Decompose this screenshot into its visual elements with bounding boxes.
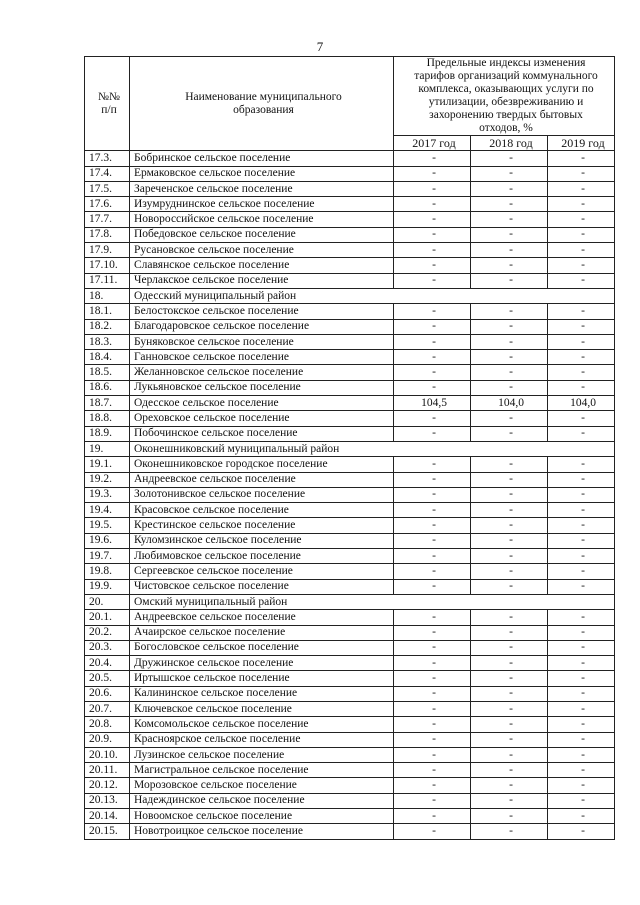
row-number-cell: 18.9. [85, 426, 130, 441]
row-number-cell: 17.10. [85, 258, 130, 273]
settlement-name-cell: Новороссийское сельское поселение [130, 212, 394, 227]
row-number-cell: 20.7. [85, 701, 130, 716]
row-number-cell: 20.12. [85, 778, 130, 793]
value-cell-2018: - [471, 472, 548, 487]
settlement-name-cell: Буняковское сельское поселение [130, 334, 394, 349]
value-cell-2018: - [471, 243, 548, 258]
value-cell-2017: - [394, 533, 471, 548]
row-number-cell: 18.6. [85, 380, 130, 395]
value-cell-2019: - [548, 732, 615, 747]
row-number-cell: 17.9. [85, 243, 130, 258]
row-number-cell: 20.14. [85, 809, 130, 824]
value-cell-2017: - [394, 503, 471, 518]
settlement-name-cell: Ермаковское сельское поселение [130, 166, 394, 181]
value-cell-2019: - [548, 640, 615, 655]
year-header-2018: 2018 год [471, 136, 548, 151]
value-cell-2017: - [394, 717, 471, 732]
value-cell-2019: - [548, 380, 615, 395]
value-cell-2019: - [548, 197, 615, 212]
value-cell-2018: - [471, 625, 548, 640]
value-cell-2019: - [548, 243, 615, 258]
value-cell-2019: - [548, 701, 615, 716]
settlement-name-cell: Золотонивское сельское поселение [130, 487, 394, 502]
row-number-cell: 17.7. [85, 212, 130, 227]
value-cell-2017: - [394, 273, 471, 288]
settlement-name-cell: Красовское сельское поселение [130, 503, 394, 518]
row-number-cell: 19.1. [85, 457, 130, 472]
value-cell-2018: - [471, 533, 548, 548]
table-row [85, 671, 615, 686]
value-cell-2019: - [548, 610, 615, 625]
table-row [85, 197, 615, 212]
settlement-name-cell: Желанновское сельское поселение [130, 365, 394, 380]
row-number-cell: 17.4. [85, 166, 130, 181]
value-cell-2019: 104,0 [548, 396, 615, 411]
index-header-line: комплекса, оказывающих услуги по [418, 83, 594, 95]
row-number-cell: 19.6. [85, 533, 130, 548]
value-cell-2019: - [548, 778, 615, 793]
value-cell-2018: - [471, 640, 548, 655]
row-number-cell: 20.1. [85, 610, 130, 625]
table-section-row [85, 594, 615, 609]
table-section-row [85, 288, 615, 303]
row-number-cell: 19.2. [85, 472, 130, 487]
row-number-cell: 19.7. [85, 549, 130, 564]
table-row [85, 426, 615, 441]
value-cell-2018: - [471, 809, 548, 824]
row-number-cell: 20. [85, 594, 130, 609]
table-row [85, 273, 615, 288]
value-cell-2018: - [471, 273, 548, 288]
settlement-name-cell: Русановское сельское поселение [130, 243, 394, 258]
row-number-cell: 17.3. [85, 151, 130, 166]
value-cell-2019: - [548, 365, 615, 380]
tariff-index-table [84, 56, 615, 840]
value-cell-2018: - [471, 564, 548, 579]
value-cell-2019: - [548, 686, 615, 701]
row-number-cell: 20.6. [85, 686, 130, 701]
row-number-cell: 18.7. [85, 396, 130, 411]
district-name-cell: Омский муниципальный район [130, 594, 615, 609]
row-number-cell: 18.1. [85, 304, 130, 319]
table-row [85, 304, 615, 319]
value-cell-2019: - [548, 487, 615, 502]
table-row [85, 227, 615, 242]
value-cell-2017: - [394, 763, 471, 778]
table-body [85, 151, 615, 839]
row-number-cell: 20.3. [85, 640, 130, 655]
value-cell-2019: - [548, 166, 615, 181]
value-cell-2017: - [394, 610, 471, 625]
value-cell-2018: - [471, 319, 548, 334]
settlement-name-cell: Лузинское сельское поселение [130, 747, 394, 762]
column-header-number [85, 57, 130, 151]
value-cell-2017: - [394, 487, 471, 502]
value-cell-2017: - [394, 656, 471, 671]
value-cell-2019: - [548, 426, 615, 441]
settlement-name-cell: Крестинское сельское поселение [130, 518, 394, 533]
value-cell-2017: - [394, 243, 471, 258]
value-cell-2018: - [471, 732, 548, 747]
table-row [85, 350, 615, 365]
value-cell-2018: - [471, 365, 548, 380]
row-number-cell: 17.5. [85, 181, 130, 196]
value-cell-2017: - [394, 304, 471, 319]
table-section-row [85, 441, 615, 456]
row-number-cell: 19.9. [85, 579, 130, 594]
value-cell-2017: - [394, 411, 471, 426]
value-cell-2019: - [548, 549, 615, 564]
value-cell-2017: - [394, 809, 471, 824]
value-cell-2018: - [471, 717, 548, 732]
table-row [85, 380, 615, 395]
settlement-name-cell: Магистральное сельское поселение [130, 763, 394, 778]
value-cell-2019: - [548, 809, 615, 824]
row-number-cell: 20.5. [85, 671, 130, 686]
value-cell-2019: - [548, 151, 615, 166]
value-cell-2017: - [394, 686, 471, 701]
table-row [85, 747, 615, 762]
value-cell-2017: - [394, 472, 471, 487]
value-cell-2018: - [471, 166, 548, 181]
settlement-name-cell: Чистовское сельское поселение [130, 579, 394, 594]
value-cell-2017: 104,5 [394, 396, 471, 411]
value-cell-2018: - [471, 656, 548, 671]
row-number-cell: 20.2. [85, 625, 130, 640]
value-cell-2018: - [471, 334, 548, 349]
settlement-name-cell: Лукьяновское сельское поселение [130, 380, 394, 395]
settlement-name-cell: Красноярское сельское поселение [130, 732, 394, 747]
value-cell-2018: - [471, 197, 548, 212]
table-row [85, 686, 615, 701]
year-header-2019: 2019 год [548, 136, 615, 151]
column-header-number-text: №№ п/п [98, 90, 120, 116]
value-cell-2018: - [471, 824, 548, 839]
value-cell-2018: - [471, 457, 548, 472]
settlement-name-cell: Зареченское сельское поселение [130, 181, 394, 196]
value-cell-2017: - [394, 181, 471, 196]
value-cell-2017: - [394, 579, 471, 594]
row-number-cell: 20.15. [85, 824, 130, 839]
column-header-name-text: Наименование муниципального образования [185, 90, 342, 116]
value-cell-2018: - [471, 212, 548, 227]
settlement-name-cell: Ачаирское сельское поселение [130, 625, 394, 640]
row-number-cell: 19. [85, 441, 130, 456]
value-cell-2019: - [548, 503, 615, 518]
value-cell-2018: - [471, 686, 548, 701]
settlement-name-cell: Иртышское сельское поселение [130, 671, 394, 686]
row-number-cell: 20.4. [85, 656, 130, 671]
value-cell-2018: - [471, 426, 548, 441]
settlement-name-cell: Андреевское сельское поселение [130, 472, 394, 487]
value-cell-2018: - [471, 380, 548, 395]
settlement-name-cell: Любимовское сельское поселение [130, 549, 394, 564]
district-name-cell: Оконешниковский муниципальный район [130, 441, 615, 456]
table-row [85, 457, 615, 472]
row-number-cell: 20.8. [85, 717, 130, 732]
table-row [85, 656, 615, 671]
value-cell-2017: - [394, 747, 471, 762]
column-header-index [394, 57, 615, 136]
table-row [85, 549, 615, 564]
value-cell-2017: - [394, 549, 471, 564]
settlement-name-cell: Комсомольское сельское поселение [130, 717, 394, 732]
table-row [85, 824, 615, 839]
row-number-cell: 19.5. [85, 518, 130, 533]
year-header-2017: 2017 год [394, 136, 471, 151]
value-cell-2019: - [548, 824, 615, 839]
value-cell-2018: - [471, 579, 548, 594]
value-cell-2019: - [548, 579, 615, 594]
table-row [85, 640, 615, 655]
settlement-name-cell: Ганновское сельское поселение [130, 350, 394, 365]
settlement-name-cell: Морозовское сельское поселение [130, 778, 394, 793]
row-number-cell: 19.8. [85, 564, 130, 579]
table-row [85, 243, 615, 258]
value-cell-2019: - [548, 411, 615, 426]
settlement-name-cell: Новоомское сельское поселение [130, 809, 394, 824]
row-number-cell: 17.6. [85, 197, 130, 212]
index-header-line: утилизации, обезвреживанию и [428, 96, 584, 108]
value-cell-2017: - [394, 426, 471, 441]
table-row [85, 717, 615, 732]
settlement-name-cell: Сергеевское сельское поселение [130, 564, 394, 579]
value-cell-2017: - [394, 732, 471, 747]
table-row [85, 166, 615, 181]
value-cell-2017: - [394, 564, 471, 579]
value-cell-2017: - [394, 151, 471, 166]
settlement-name-cell: Новотроицкое сельское поселение [130, 824, 394, 839]
value-cell-2019: - [548, 181, 615, 196]
value-cell-2018: - [471, 487, 548, 502]
table-row [85, 793, 615, 808]
value-cell-2018: - [471, 793, 548, 808]
value-cell-2019: - [548, 457, 615, 472]
row-number-cell: 18.5. [85, 365, 130, 380]
value-cell-2019: - [548, 212, 615, 227]
value-cell-2018: - [471, 181, 548, 196]
value-cell-2018: - [471, 701, 548, 716]
table-row [85, 701, 615, 716]
table-row [85, 472, 615, 487]
value-cell-2018: - [471, 304, 548, 319]
settlement-name-cell: Победовское сельское поселение [130, 227, 394, 242]
table-row [85, 732, 615, 747]
settlement-name-cell: Дружинское сельское поселение [130, 656, 394, 671]
value-cell-2017: - [394, 625, 471, 640]
settlement-name-cell: Побочинское сельское поселение [130, 426, 394, 441]
value-cell-2019: - [548, 518, 615, 533]
table-row [85, 396, 615, 411]
value-cell-2018: - [471, 747, 548, 762]
row-number-cell: 20.13. [85, 793, 130, 808]
settlement-name-cell: Куломзинское сельское поселение [130, 533, 394, 548]
settlement-name-cell: Оконешниковское городское поселение [130, 457, 394, 472]
settlement-name-cell: Андреевское сельское поселение [130, 610, 394, 625]
row-number-cell: 19.3. [85, 487, 130, 502]
settlement-name-cell: Калининское сельское поселение [130, 686, 394, 701]
table-row [85, 763, 615, 778]
value-cell-2019: - [548, 258, 615, 273]
value-cell-2017: - [394, 640, 471, 655]
value-cell-2017: - [394, 457, 471, 472]
settlement-name-cell: Богословское сельское поселение [130, 640, 394, 655]
table-row [85, 809, 615, 824]
row-number-cell: 20.10. [85, 747, 130, 762]
index-header-line: захоронению твердых бытовых [429, 109, 583, 121]
value-cell-2019: - [548, 763, 615, 778]
table-row [85, 319, 615, 334]
table-row [85, 151, 615, 166]
value-cell-2017: - [394, 258, 471, 273]
table-row [85, 503, 615, 518]
value-cell-2017: - [394, 350, 471, 365]
value-cell-2019: - [548, 334, 615, 349]
page-number: 7 [316, 39, 324, 54]
value-cell-2019: - [548, 319, 615, 334]
value-cell-2019: - [548, 656, 615, 671]
value-cell-2018: - [471, 518, 548, 533]
value-cell-2019: - [548, 350, 615, 365]
value-cell-2017: - [394, 671, 471, 686]
row-number-cell: 20.9. [85, 732, 130, 747]
value-cell-2018: - [471, 671, 548, 686]
value-cell-2019: - [548, 747, 615, 762]
value-cell-2018: - [471, 610, 548, 625]
table-row [85, 533, 615, 548]
value-cell-2018: - [471, 503, 548, 518]
table-row [85, 625, 615, 640]
value-cell-2018: - [471, 411, 548, 426]
value-cell-2018: - [471, 549, 548, 564]
row-number-cell: 18.8. [85, 411, 130, 426]
value-cell-2017: - [394, 778, 471, 793]
row-number-cell: 18.4. [85, 350, 130, 365]
value-cell-2019: - [548, 717, 615, 732]
value-cell-2018: - [471, 778, 548, 793]
settlement-name-cell: Ореховское сельское поселение [130, 411, 394, 426]
table-row [85, 778, 615, 793]
row-number-cell: 19.4. [85, 503, 130, 518]
row-number-cell: 18.3. [85, 334, 130, 349]
value-cell-2019: - [548, 564, 615, 579]
settlement-name-cell: Славянское сельское поселение [130, 258, 394, 273]
index-header-line: Предельные индексы изменения [426, 57, 586, 69]
settlement-name-cell: Изумруднинское сельское поселение [130, 197, 394, 212]
value-cell-2019: - [548, 625, 615, 640]
value-cell-2019: - [548, 793, 615, 808]
table-row [85, 212, 615, 227]
table-row [85, 518, 615, 533]
value-cell-2017: - [394, 227, 471, 242]
table-row [85, 334, 615, 349]
table-row [85, 365, 615, 380]
value-cell-2018: - [471, 227, 548, 242]
value-cell-2017: - [394, 319, 471, 334]
table-header-row [85, 57, 615, 136]
index-header-line: отходов, % [479, 122, 533, 134]
value-cell-2017: - [394, 334, 471, 349]
value-cell-2017: - [394, 824, 471, 839]
table-row [85, 487, 615, 502]
row-number-cell: 17.8. [85, 227, 130, 242]
settlement-name-cell: Черлакское сельское поселение [130, 273, 394, 288]
value-cell-2018: - [471, 258, 548, 273]
table-row [85, 258, 615, 273]
value-cell-2018: 104,0 [471, 396, 548, 411]
table-row [85, 610, 615, 625]
table-row [85, 411, 615, 426]
value-cell-2017: - [394, 518, 471, 533]
value-cell-2017: - [394, 212, 471, 227]
row-number-cell: 20.11. [85, 763, 130, 778]
table-row [85, 181, 615, 196]
settlement-name-cell: Одесское сельское поселение [130, 396, 394, 411]
value-cell-2018: - [471, 350, 548, 365]
table-row [85, 564, 615, 579]
value-cell-2019: - [548, 533, 615, 548]
column-header-name [130, 57, 394, 151]
index-header-line: тарифов организаций коммунального [414, 70, 598, 82]
district-name-cell: Одесский муниципальный район [130, 288, 615, 303]
value-cell-2017: - [394, 793, 471, 808]
value-cell-2017: - [394, 701, 471, 716]
value-cell-2019: - [548, 472, 615, 487]
settlement-name-cell: Бобринское сельское поселение [130, 151, 394, 166]
value-cell-2018: - [471, 763, 548, 778]
value-cell-2017: - [394, 365, 471, 380]
table-row [85, 579, 615, 594]
row-number-cell: 18. [85, 288, 130, 303]
value-cell-2019: - [548, 304, 615, 319]
settlement-name-cell: Надеждинское сельское поселение [130, 793, 394, 808]
value-cell-2017: - [394, 166, 471, 181]
value-cell-2017: - [394, 380, 471, 395]
value-cell-2019: - [548, 273, 615, 288]
settlement-name-cell: Благодаровское сельское поселение [130, 319, 394, 334]
settlement-name-cell: Ключевское сельское поселение [130, 701, 394, 716]
row-number-cell: 18.2. [85, 319, 130, 334]
value-cell-2019: - [548, 227, 615, 242]
row-number-cell: 17.11. [85, 273, 130, 288]
settlement-name-cell: Белостокское сельское поселение [130, 304, 394, 319]
value-cell-2019: - [548, 671, 615, 686]
value-cell-2018: - [471, 151, 548, 166]
value-cell-2017: - [394, 197, 471, 212]
